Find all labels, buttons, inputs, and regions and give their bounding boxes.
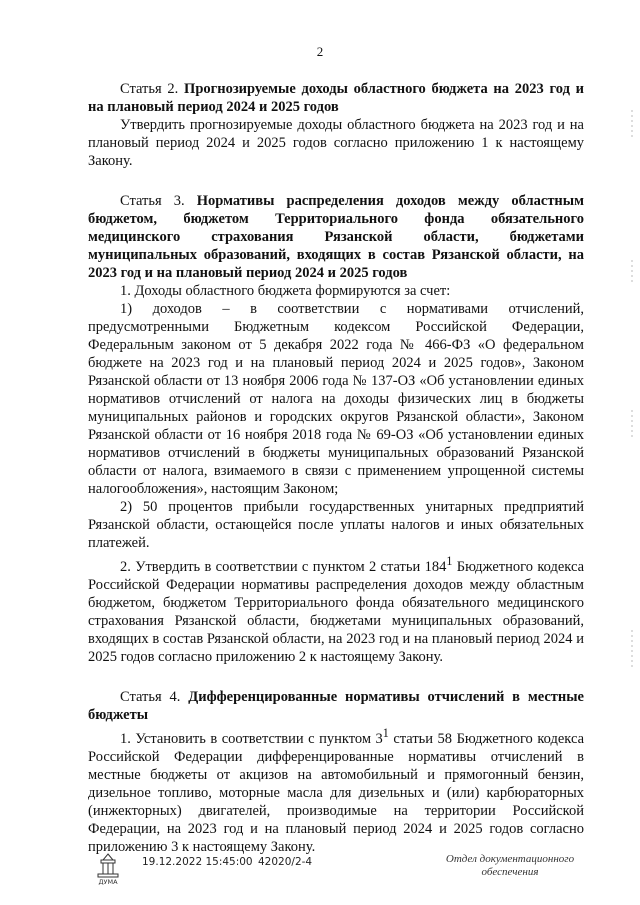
- superscript: 1: [446, 554, 453, 568]
- article-3-p2-text-end: Бюджетного кодекса Российской Федерации нормативы распределения доходов между областным бюджетом, бюджетом Территориального фонда обязательного медицинского страхования Рязанской области, бюджетами муниципальных образований, входящих в состав Рязанской области, на 2023 год и на плановый период 2024 и 2025 годов согласно приложению 2 к настоящему Закону.: [88, 558, 585, 665]
- department-stamp-line-1: Отдел документационного: [445, 853, 575, 865]
- document-body: [88, 80, 584, 856]
- article-4-heading: [88, 688, 584, 724]
- seal-text: ДУМА: [98, 878, 118, 886]
- article-2-label: Статья 2.: [120, 81, 179, 97]
- document-footer: [0, 850, 640, 890]
- article-3-paragraph-1: 1. Доходы областного бюджета формируются за счет:: [120, 283, 451, 299]
- article-4-paragraph-1: [88, 724, 584, 856]
- article-2-title: Прогнозируемые доходы областного бюджета на 2023 год и на плановый период 2024 и 2025 годов: [88, 81, 584, 115]
- article-2-heading: [88, 80, 584, 116]
- article-2-text: Утвердить прогнозируемые доходы областного бюджета на 2023 год и на плановый период 2024 и 2025 годов согласно приложению 1 к настоящему Закону.: [88, 117, 584, 169]
- registration-date: 19.12.2022 15:45:00: [142, 856, 253, 868]
- superscript: 1: [382, 725, 389, 740]
- spacer: [88, 170, 584, 192]
- article-3-paragraph-2: [88, 552, 584, 666]
- article-3-heading: [88, 192, 584, 282]
- article-3-title: Нормативы распределения доходов между областным бюджетом, бюджетом Территориального фонда обязательного медицинского страхования Рязанской области, бюджетами муниципальных образований, входящих в состав Рязанской области, на 2023 год и на плановый период 2024 и 2025 годов: [88, 193, 584, 281]
- article-4-p1-text-end: статьи 58 Бюджетного кодекса Российской Федерации дифференцированные нормативы отчислений в местные бюджеты от акцизов на автомобильный и прямогонный бензин, дизельное топливо, моторные масла для дизельных и (или) карбюраторных (инжекторных) двигателей, производимые на территории Российской Федерации, на 2023 год и на плановый период 2024 и 2025 годов согласно приложению 3 к настоящему Закону.: [88, 730, 585, 855]
- spacer: [88, 666, 584, 688]
- department-stamp-line-2: обеспечения: [481, 866, 539, 878]
- article-3-item-2: 2) 50 процентов прибыли государственных унитарных предприятий Рязанской области, остающейся после уплаты налогов и иных обязательных платежей.: [88, 499, 584, 551]
- registration-number: 42020/2-4: [258, 856, 313, 868]
- article-4-label: Статья 4.: [120, 688, 181, 705]
- duma-seal-icon: [92, 852, 124, 886]
- article-4-p1-text-start: 1. Установить в соответствии с пунктом 3: [120, 730, 383, 747]
- article-4-title: Дифференцированные нормативы отчислений в местные бюджеты: [88, 688, 584, 723]
- department-stamp: [440, 853, 580, 879]
- article-3-item-1: 1) доходов – в соответствии с нормативами отчислений, предусмотренными Бюджетным кодексом Российской Федерации, Федеральным законом от 5 декабря 2022 года № 466-ФЗ «О федеральном бюджете на 2023 год и на плановый период 2024 и 2025 годов», Законом Рязанской области от 13 ноября 2006 года № 137-ОЗ «Об установлении единых нормативов отчислений от налога на доходы физических лиц в бюджеты муниципальных районов и городских округов Рязанской области», Законом Рязанской области от 16 ноября 2018 года № 69-ОЗ «Об установлении единых нормативов отчислений в бюджеты муниципальных образований Рязанской области от налога, взимаемого в связи с применением упрощенной системы налогообложения», настоящим Законом;: [88, 301, 584, 497]
- page-number: 2: [316, 44, 324, 59]
- article-3-label: Статья 3.: [120, 193, 185, 209]
- scan-margin-marks: [631, 110, 634, 810]
- article-3-p2-text-start: 2. Утвердить в соответствии с пунктом 2 статьи 184: [120, 558, 447, 575]
